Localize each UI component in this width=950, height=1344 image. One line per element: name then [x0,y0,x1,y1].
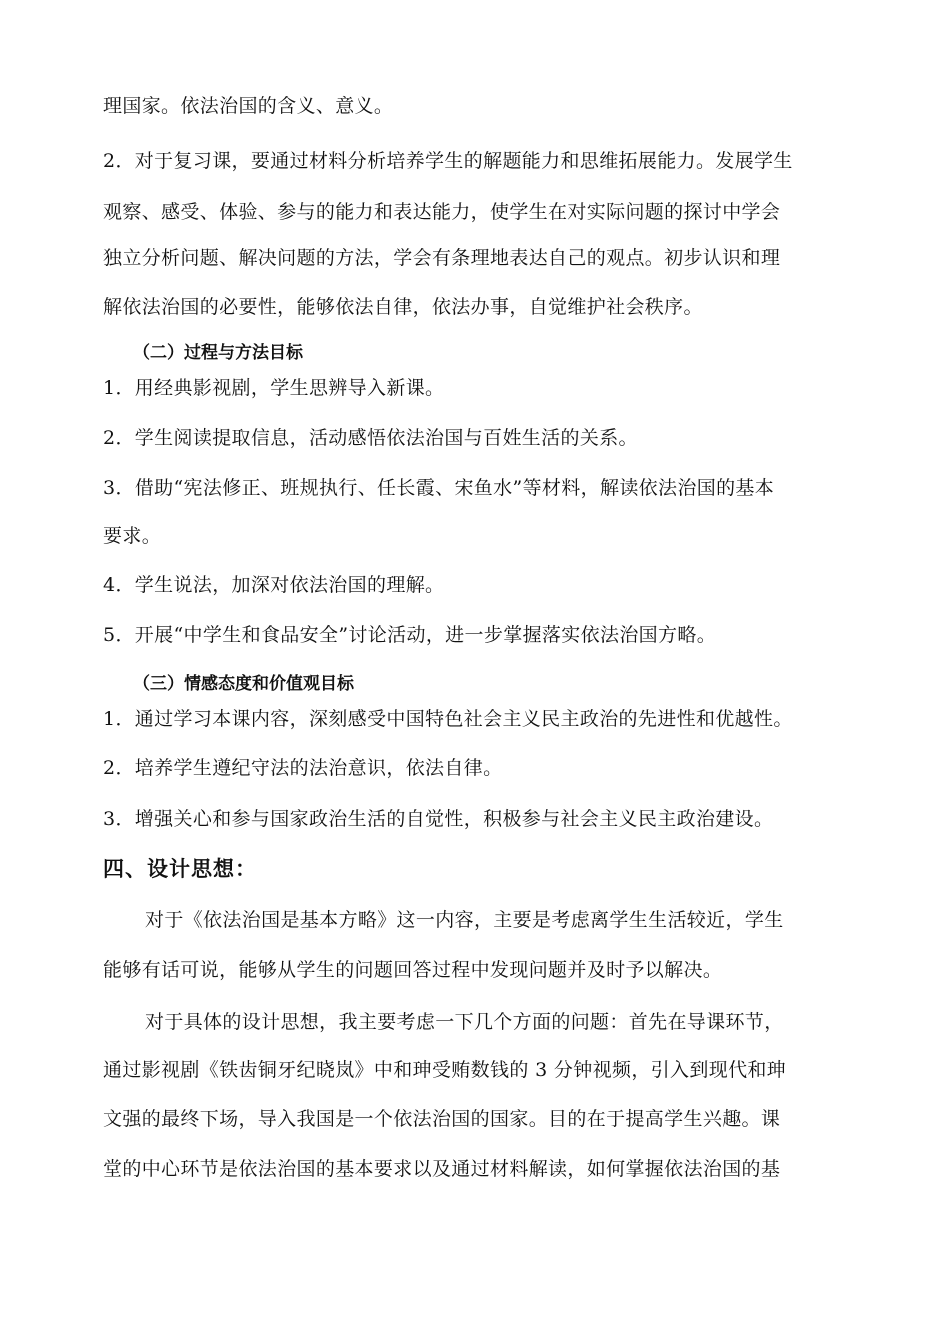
section4-heading: 四、设计思想： [103,857,257,881]
section2-heading: （二）过程与方法目标 [133,343,303,363]
section2-item: 4．学生说法，加深对依法治国的理解。 [103,574,445,596]
section3-item: 1．通过学习本课内容，深刻感受中国特色社会主义民主政治的先进性和优越性。 [103,708,793,730]
section2-item: 5．开展“中学生和食品安全”讨论活动，进一步掌握落实依法治国方略。 [103,624,717,646]
section2-item: 要求。 [103,525,162,547]
section3-heading: （三）情感态度和价值观目标 [133,674,354,694]
item2-line-4: 解依法治国的必要性，能够依法自律，依法办事，自觉维护社会秩序。 [103,296,703,318]
section2-item: 3．借助“宪法修正、班规执行、任长霞、宋鱼水”等材料，解读依法治国的基本 [103,477,775,499]
item2-line-3: 独立分析问题、解决问题的方法，学会有条理地表达自己的观点。初步认识和理 [103,247,781,269]
item2-line-1: 2．对于复习课，要通过材料分析培养学生的解题能力和思维拓展能力。发展学生 [103,150,793,172]
section2-item: 2．学生阅读提取信息，活动感悟依法治国与百姓生活的关系。 [103,427,638,449]
section4-para2-line: 通过影视剧《铁齿铜牙纪晓岚》中和珅受贿数钱的 3 分钟视频，引入到现代和珅 [103,1059,787,1081]
intro-line: 理国家。依法治国的含义、意义。 [103,95,394,117]
section4-para2-line: 堂的中心环节是依法治国的基本要求以及通过材料解读，如何掌握依法治国的基 [103,1158,781,1180]
section4-para2-line: 对于具体的设计思想，我主要考虑一下几个方面的问题：首先在导课环节， [145,1011,784,1033]
item2-line-2: 观察、感受、体验、参与的能力和表达能力，使学生在对实际问题的探讨中学会 [103,201,781,223]
section3-item: 3．增强关心和参与国家政治生活的自觉性，积极参与社会主义民主政治建设。 [103,808,774,830]
section4-para1-line: 对于《依法治国是基本方略》这一内容，主要是考虑离学生生活较近，学生 [145,909,784,931]
section2-item: 1．用经典影视剧，学生思辨导入新课。 [103,377,445,399]
section4-para1-line: 能够有话可说，能够从学生的问题回答过程中发现问题并及时予以解决。 [103,959,723,981]
section4-para2-line: 文强的最终下场，导入我国是一个依法治国的国家。目的在于提高学生兴趣。课 [103,1108,781,1130]
section3-item: 2．培养学生遵纪守法的法治意识，依法自律。 [103,757,503,779]
